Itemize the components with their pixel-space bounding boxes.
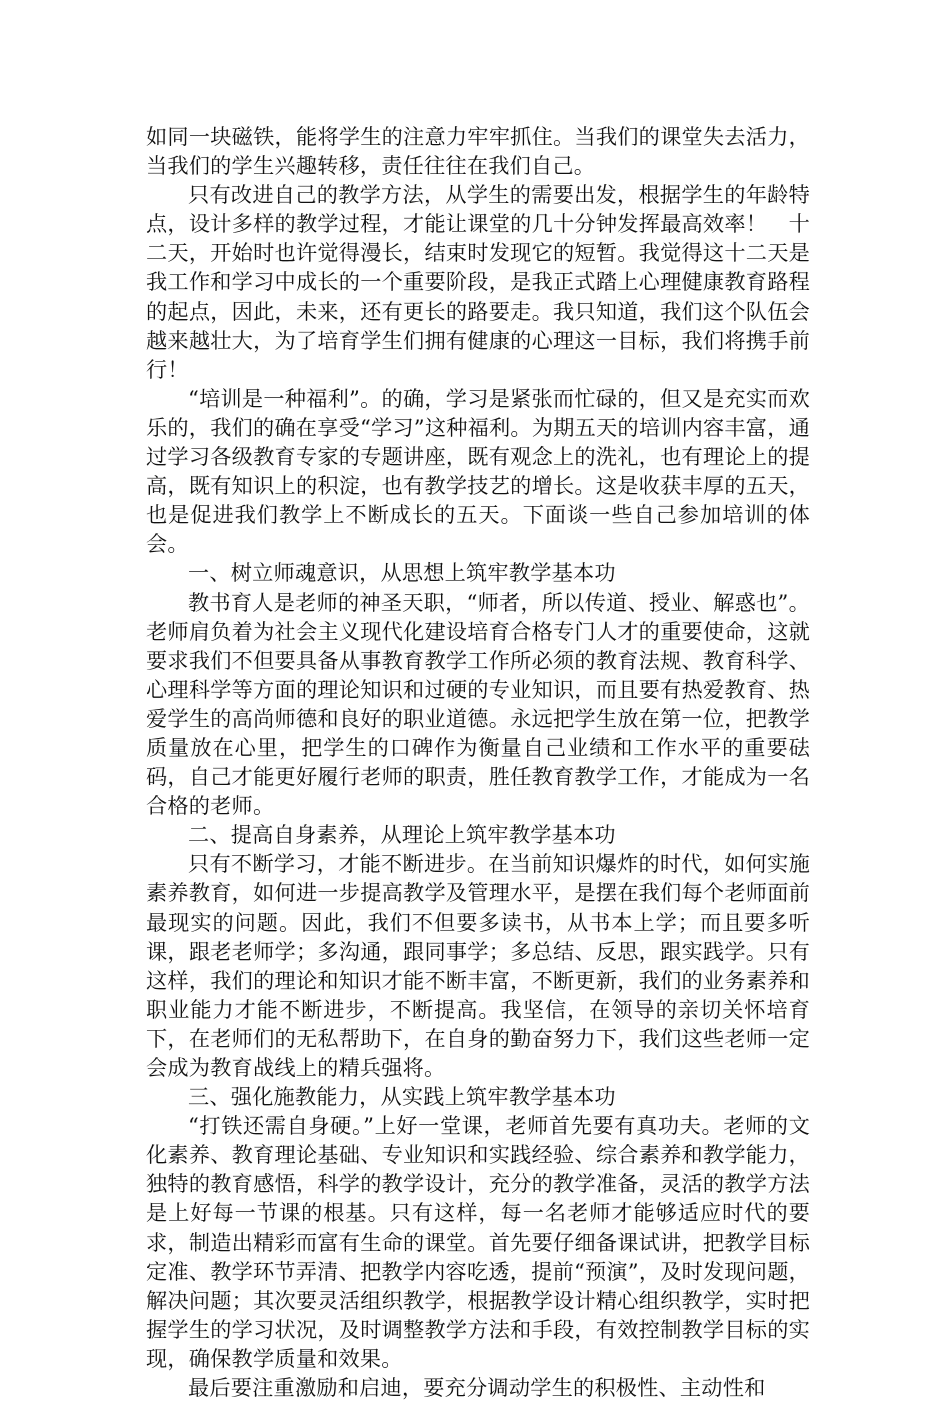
section-heading-2: 二、提高自身素养，从理论上筑牢教学基本功 bbox=[188, 822, 616, 848]
paragraph-5: 只有不断学习，才能不断进步。在当前知识爆炸的时代，如何实施素养教育，如何进一步提高教学及管理水平，是摆在我们每个老师面前最现实的问题。因此，我们不但要多读书，从书本上学；而且要多听课，跟老老师学；多沟通，跟同事学；多总结、反思，跟实践学。只有这样，我们的理论和知识才能不断丰富，不断更新，我们的业务素养和职业能力才能不断进步，不断提高。我坚信，在领导的亲切关怀培育下，在老师们的无私帮助下，在自身的勤奋努力下，我们这些老师一定会成为教育战线上的精兵强将。 bbox=[146, 851, 810, 1080]
paragraph-7: 最后要注重激励和启迪，要充分调动学生的积极性、主动性和 bbox=[188, 1375, 766, 1401]
document-page bbox=[146, 122, 810, 1402]
paragraph-4: 教书育人是老师的神圣天职，“师者，所以传道、授业、解惑也”。老师肩负着为社会主义现代化建设培育合格专门人才的重要使命，这就要求我们不但要具备从事教育教学工作所必须的教育法规、教育科学、心理科学等方面的理论知识和过硬的专业知识，而且要有热爱教育、热爱学生的高尚师德和良好的职业道德。永远把学生放在第一位，把教学质量放在心里，把学生的口碑作为衡量自己业绩和工作水平的重要砝码，自己才能更好履行老师的职责，胜任教育教学工作，才能成为一名合格的老师。 bbox=[146, 589, 810, 819]
section-heading-1: 一、树立师魂意识，从思想上筑牢教学基本功 bbox=[188, 560, 616, 586]
paragraph-1: 如同一块磁铁，能将学生的注意力牢牢抓住。当我们的课堂失去活力，当我们的学生兴趣转移，责任往往在我们自己。 bbox=[146, 124, 810, 179]
paragraph-3: “培训是一种福利”。的确，学习是紧张而忙碌的，但又是充实而欢乐的，我们的确在享受“学习”这种福利。为期五天的培训内容丰富，通过学习各级教育专家的专题讲座，既有观念上的洗礼，也有理论上的提高，既有知识上的积淀，也有教学技艺的增长。这是收获丰厚的五天，也是促进我们教学上不断成长的五天。下面谈一些自己参加培训的体会。 bbox=[146, 385, 810, 557]
paragraph-2: 只有改进自己的教学方法，从学生的需要出发，根据学生的年龄特点，设计多样的教学过程，才能让课堂的几十分钟发挥最高效率！ 十二天，开始时也许觉得漫长，结束时发现它的短暂。我觉得这十二天是我工作和学习中成长的一个重要阶段，是我正式踏上心理健康教育路程的起点，因此，未来，还有更长的路要走。我只知道，我们这个队伍会越来越壮大，为了培育学生们拥有健康的心理这一目标，我们将携手前行！ bbox=[146, 182, 810, 382]
section-heading-3: 三、强化施教能力，从实践上筑牢教学基本功 bbox=[188, 1084, 616, 1110]
paragraph-6: “打铁还需自身硬。”上好一堂课，老师首先要有真功夫。老师的文化素养、教育理论基础、专业知识和实践经验、综合素养和教学能力，独特的教育感悟，科学的教学设计，充分的教学准备，灵活的教学方法是上好每一节课的根基。只有这样，每一名老师才能够适应时代的要求，制造出精彩而富有生命的课堂。首先要仔细备课试讲，把教学目标定准、教学环节弄清、把教学内容吃透，提前“预演”，及时发现问题，解决问题；其次要灵活组织教学，根据教学设计精心组织教学，实时把握学生的学习状况，及时调整教学方法和手段，有效控制教学目标的实现，确保教学质量和效果。 bbox=[146, 1113, 810, 1371]
